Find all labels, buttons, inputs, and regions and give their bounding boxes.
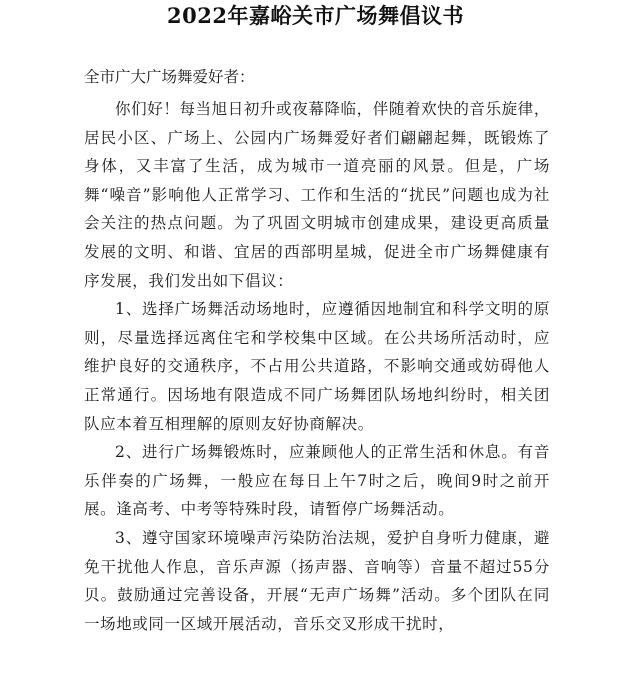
paragraph-item-3: 3、遵守国家环境噪声污染防治法规，爱护自身听力健康，避免干扰他人作息，音乐声源（扬声器、音响等）音量不超过55分贝。鼓励通过完善设备，开展“无声广场舞”活动。多个团队在同一场地或同一区域开展活动，音乐交叉形成干扰时，: [84, 528, 550, 633]
paragraph-greeting: 你们好！每当旭日初升或夜幕降临，伴随着欢快的音乐旋律，居民小区、广场上、公园内广场舞爱好者们翩翩起舞，既锻炼了身体，又丰富了生活，成为城市一道亮丽的风景。但是，广场舞“噪音”影响他人正常学习、工作和生活的“扰民”问题也成为社会关注的热点问题。为了巩固文明城市创建成果，建设更高质量发展的文明、和谐、宜居的西部明星城，促进全市广场舞健康有序发展，我们发出如下倡议：: [84, 100, 550, 290]
document-body: [84, 95, 550, 638]
paragraph-item-1: 1、选择广场舞活动场地时，应遵循因地制宜和科学文明的原则，尽量选择远离住宅和学校集中区域。在公共场所活动时，应维护良好的交通秩序，不占用公共道路，不影响交通或妨碍他人正常通行。因场地有限造成不同广场舞团队场地纠纷时，相关团队应本着互相理解的原则友好协商解决。: [84, 300, 550, 433]
paragraph-item-2: 2、进行广场舞锻炼时，应兼顾他人的正常生活和休息。有音乐伴奏的广场舞，一般应在每日上午7时之后，晚间9时之前开展。逢高考、中考等特殊时段，请暂停广场舞活动。: [84, 443, 550, 519]
salutation: 全市广大广场舞爱好者：: [84, 68, 255, 86]
document-title: 2022年嘉峪关市广场舞倡议书: [167, 3, 464, 28]
